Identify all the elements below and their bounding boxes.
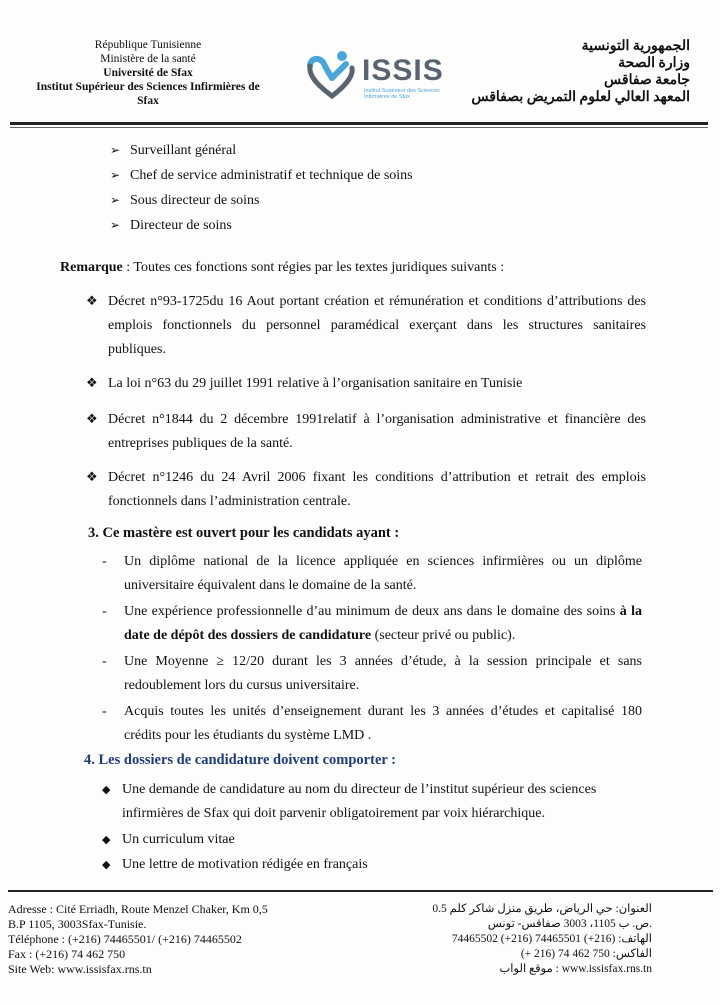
list-item: ➢ Sous directeur de soins: [110, 193, 260, 208]
logo-text: ISSIS: [362, 54, 444, 87]
diamond-bullet-icon: ◆: [102, 833, 111, 846]
list-item: ➢ Chef de service administratif et technique de soins: [110, 168, 413, 183]
header-arabic-line: وزارة الصحة: [618, 56, 690, 71]
arrow-bullet-icon: ➢: [110, 168, 121, 182]
header-arabic-line: المعهد العالي لعلوم التمريض بصفاقس: [471, 90, 690, 105]
footer-line: B.P 1105, 3003Sfax-Tunisie.: [8, 917, 147, 931]
footer-address-arabic: [402, 902, 652, 977]
diamond-bullet-icon: ◆: [102, 783, 111, 796]
header-line: Sfax: [137, 95, 159, 107]
decree-item: ❖ Décret n°1844 du 2 décembre 1991relatif à l’organisation administrative et financière des entreprises publiques de la santé.: [86, 408, 646, 456]
diamond-bullet-icon: ◆: [102, 858, 111, 871]
dossier-item: ◆ Un curriculum vitae: [102, 828, 642, 852]
arrow-bullet-icon: ➢: [110, 193, 121, 207]
dossier-item: ◆ Une demande de candidature au nom du directeur de l’institut supérieur des sciences infirmières de Sfax qui doit parvenir obligatoirement par voix hiérarchique.: [102, 778, 642, 826]
footer-line: Adresse : Cité Erriadh, Route Menzel Chaker, Km 0,5: [8, 902, 268, 916]
diamond-bullet-icon: ❖: [86, 470, 98, 485]
heart-logo-icon: [304, 48, 360, 100]
arrow-bullet-icon: ➢: [110, 218, 121, 232]
arrow-bullet-icon: ➢: [110, 143, 121, 157]
footer-arabic-line: العنوان: حي الرياض، طريق منزل شاكر كلم 0.5: [432, 903, 652, 915]
section-4-title: 4. Les dossiers de candidature doivent comporter :: [84, 752, 397, 768]
section-3-title: 3. Ce mastère est ouvert pour les candidats ayant :: [88, 525, 400, 541]
footer-arabic-line: ص. ب 1105، 3003 صفاقس- تونس.: [487, 918, 652, 930]
header-line: Université de Sfax: [103, 67, 193, 79]
remarque-text: : Toutes ces fonctions sont régies par les textes juridiques suivants :: [122, 260, 505, 275]
footer-arabic-line: الفاكس: 750 462 74 (216 +): [520, 948, 652, 960]
requirement-item: - Une expérience professionnelle d’au minimum de deux ans dans le domaine des soins à la date de dépôt des dossiers de candidature (secteur privé ou public).: [102, 604, 642, 643]
list-item: ➢ Surveillant général: [110, 143, 237, 158]
requirement-item: - Un diplôme national de la licence appliquée en sciences infirmières ou un diplôme universitaire équivalent dans le domaine de la santé.: [102, 554, 642, 593]
requirement-item: - Une Moyenne ≥ 12/20 durant les 3 années d’étude, à la session principale et sans redoublement lors du cursus universitaire.: [102, 654, 642, 693]
diamond-bullet-icon: ❖: [86, 376, 98, 391]
decree-item: ❖ Décret n°93-1725du 16 Aout portant création et rémunération et conditions d’attributions des emplois fonctionnels du personnel paramédical exerçant dans les structures sanitaires publiques.: [86, 290, 646, 362]
header-left-institution: [18, 38, 278, 108]
issis-logo: [304, 48, 454, 100]
footer-line: Fax : (+216) 74 462 750: [8, 947, 126, 961]
header-line: Ministère de la santé: [100, 53, 196, 65]
header-divider: [10, 122, 708, 125]
remarque-paragraph: [60, 260, 504, 276]
dossier-item: ◆ Une lettre de motivation rédigée en français: [102, 853, 642, 877]
header-arabic-line: جامعة صفاقس: [604, 73, 690, 88]
diamond-bullet-icon: ❖: [86, 294, 98, 309]
footer-arabic-line: الهاتف: (216+) 74465501 (216+) 74465502: [451, 933, 652, 945]
decree-item: ❖ Décret n°1246 du 24 Avril 2006 fixant les conditions d’attribution et retrait des emplois fonctionnels dans l’administration centrale.: [86, 466, 646, 514]
footer-line: Téléphone : (+216) 74465501/ (+216) 74465502: [8, 932, 242, 946]
footer-divider: [8, 890, 713, 892]
logo-subtitle: Institut Supérieur des Sciences Infirmières de Sfax: [364, 88, 440, 100]
header-arabic-line: الجمهورية التونسية: [581, 39, 690, 54]
footer-arabic-line: موقع الواب : www.issisfax.rns.tn: [499, 963, 652, 975]
header-line: Institut Supérieur des Sciences Infirmières de: [36, 81, 260, 93]
list-item: ➢ Directeur de soins: [110, 218, 232, 233]
requirement-item: - Acquis toutes les unités d’enseignement durant les 3 années d’études et capitalisé 180 crédits pour les étudiants du système LMD .: [102, 704, 642, 743]
header-line: République Tunisienne: [94, 39, 202, 51]
footer-line: Site Web: www.issisfax.rns.tn: [8, 962, 152, 976]
diamond-bullet-icon: ❖: [86, 412, 98, 427]
header-right-arabic: [460, 38, 690, 106]
header-divider-thin: [10, 127, 708, 128]
footer-address-french: [8, 902, 308, 977]
remarque-label: Remarque: [60, 260, 123, 275]
decree-item: ❖ La loi n°63 du 29 juillet 1991 relative à l’organisation sanitaire en Tunisie: [86, 372, 646, 396]
